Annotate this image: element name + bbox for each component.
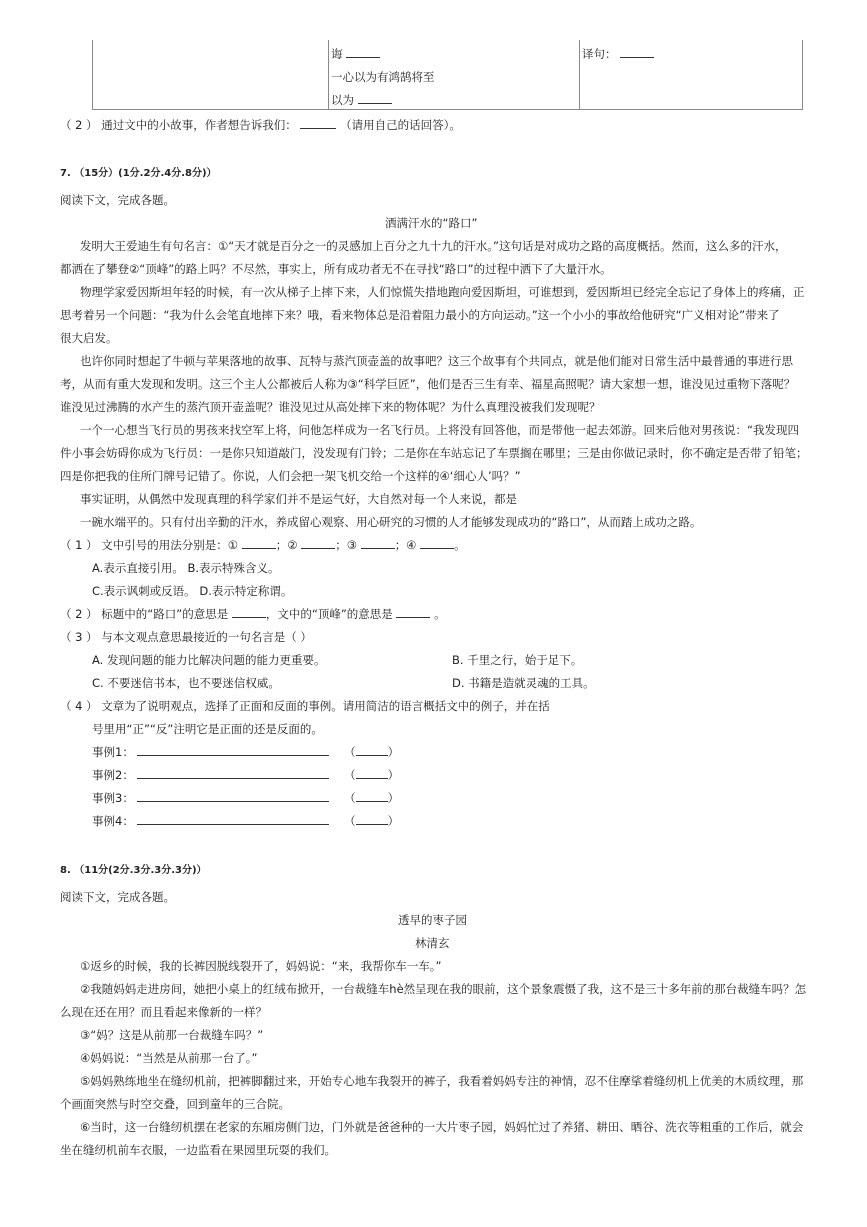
option-c[interactable]: C. 不要迷信书本，也不要迷信权威。 (92, 676, 280, 690)
passage-title: 洒满汗水的“路口” (385, 216, 478, 230)
example-label: 事例3： (92, 791, 134, 805)
question-text: （ 2 ） 通过文中的小故事，作者想告诉我们： (60, 118, 297, 132)
example-label: 事例4： (92, 814, 134, 828)
table-word: 诲 (331, 47, 343, 61)
paren: （ (344, 791, 356, 805)
question-8-header: 8. （11分(2分.3分.3分.3分)） (60, 865, 207, 876)
example-row (92, 767, 399, 783)
table-cell (331, 92, 392, 108)
question-7-1 (60, 537, 466, 553)
paren: ） (387, 745, 400, 759)
question-text: （ 2 ） 标题中的“路口”的意思是 (60, 607, 229, 621)
question-text: ，文中的“顶峰”的意思是 (265, 607, 393, 621)
answer-blank[interactable] (300, 118, 336, 129)
answer-line[interactable] (137, 791, 329, 802)
paren: （ (344, 814, 356, 828)
passage-line: 件小事会妨碍你成为飞行员：一是你只知道敲门，没发现有门铃；二是你在车站忘记了车票搁在哪里；三是由你做记录时，你不确定是否带了铅笔； (60, 446, 808, 460)
example-label: 事例2： (92, 768, 134, 782)
answer-blank[interactable] (356, 814, 388, 825)
option-a[interactable]: A. 发现问题的能力比解决问题的能力更重要。 (92, 653, 326, 667)
example-row (92, 744, 399, 760)
example-row (92, 813, 399, 829)
question-7-header: 7. （15分）(1分.2分.4分.8分)） (60, 168, 217, 179)
answer-blank[interactable] (232, 607, 266, 618)
passage-line: 都洒在了攀登②“顶峰”的路上吗？不尽然，事实上，所有成功者无不在寻找“路口”的过程中洒下了大量汗水。 (60, 262, 612, 276)
answer-blank[interactable] (301, 538, 335, 549)
answer-blank[interactable] (242, 538, 276, 549)
answer-blank[interactable] (356, 768, 388, 779)
passage-line: 坐在缝纫机前车衣服，一边监看在果园里玩耍的我们。 (60, 1143, 336, 1157)
passage-title: 透早的枣子园 (398, 913, 467, 927)
table-cell (582, 46, 654, 62)
table-word: 以为 (331, 93, 354, 107)
passage-line: ②我随妈妈走进房间，她把小桌上的红绒布掀开，一台裁缝车hè然呈现在我的眼前，这个景象震慑了我，这不是三十多年前的那台裁缝车吗？怎 (80, 982, 807, 996)
paren: ） (387, 814, 400, 828)
passage-line: ⑤妈妈熟练地坐在缝纫机前，把裤脚翻过来，开始专心地车我裂开的裤子，我看着妈妈专注的神情，忍不住摩挲着缝纫机上优美的木质纹理，那 (80, 1074, 804, 1088)
answer-blank[interactable] (356, 791, 388, 802)
answer-blank[interactable] (361, 538, 395, 549)
question-text: 。 (454, 538, 466, 552)
question-text: ；② (275, 538, 298, 552)
passage-line: 谁没见过沸腾的水产生的蒸汽顶开壶盖呢？谁没见过从高处摔下来的物体呢？为什么真理没被我们发现呢？ (60, 400, 601, 414)
option-line: C.表示讽刺或反语。 D.表示特定称谓。 (92, 584, 293, 598)
reading-instruction: 阅读下文，完成各题。 (60, 890, 175, 904)
question-7-4-cont: 号里用“正”“反”注明它是正面的还是反面的。 (92, 722, 323, 736)
passage-line: 么现在还在用？而且看起来像新的一样？ (60, 1005, 267, 1019)
example-label: 事例1： (92, 745, 134, 759)
option-line: A.表示直接引用。 B.表示特殊含义。 (92, 561, 280, 575)
example-row (92, 790, 399, 806)
table-cell (331, 69, 435, 85)
passage-author: 林清玄 (415, 936, 450, 950)
option-d[interactable]: D. 书籍是造就灵魂的工具。 (452, 676, 595, 690)
answer-blank[interactable] (356, 745, 388, 756)
question-text: ；④ (394, 538, 417, 552)
question-text: ；③ (335, 538, 358, 552)
answer-blank[interactable] (420, 538, 454, 549)
paren: ） (387, 791, 400, 805)
passage-line: 发明大王爱迪生有句名言：①“天才就是百分之一的灵感加上百分之九十九的汗水。”这句话是对成功之路的高度概括。然而，这么多的汗水， (80, 239, 787, 253)
paren: ） (387, 768, 400, 782)
passage-line: 四是你把我的住所门牌号记错了。你说，人们会把一架飞机交给一个这样的④‘细心人’吗？” (60, 469, 521, 483)
table-divider (328, 40, 329, 109)
passage-line: 个画面突然与时空交叠，回到童年的三合院。 (60, 1097, 290, 1111)
table-divider (579, 40, 580, 109)
passage-line: 很大启发。 (60, 331, 118, 345)
passage-line: ①返乡的时候，我的长裤因脱线裂开了，妈妈说：“来，我帮你车一车。” (80, 959, 442, 973)
answer-line[interactable] (137, 745, 329, 756)
passage-line: 也许你同时想起了牛顿与苹果落地的故事、瓦特与蒸汽顶壶盖的故事吧？这三个故事有个共同点，就是他们能对日常生活中最普通的事进行思 (80, 354, 793, 368)
passage-line: 一个一心想当飞行员的男孩来找空军上将，问他怎样成为一名飞行员。上将没有回答他，而是带他一起去郊游。回来后他对男孩说：“我发现四 (80, 423, 799, 437)
question-6-2 (60, 117, 461, 133)
passage-line: 思考着另一个问题：“我为什么会笔直地摔下来？哦，看来物体总是沿着阻力最小的方向运动。”这一个小小的事故给他研究“广义相对论”带来了 (60, 308, 780, 322)
table-cell (331, 46, 380, 62)
table-sentence: 一心以为有鸿鹄将至 (331, 70, 435, 84)
reading-instruction: 阅读下文，完成各题。 (60, 193, 175, 207)
passage-line: 考，从而有重大发现和发明。这三个主人公都被后人称为③“科学巨匠”，他们是否三生有幸、福星高照呢？请大家想一想，谁没见过重物下落呢？ (60, 377, 796, 391)
translation-label: 译句： (582, 47, 617, 61)
passage-line: ⑥当时，这一台缝纫机摆在老家的东厢房侧门边，门外就是爸爸种的一大片枣子园，妈妈忙过了养猪、耕田、晒谷、洗衣等粗重的工作后，就会 (80, 1120, 804, 1134)
question-7-2 (60, 606, 446, 622)
passage-line: 一碗水端平的。只有付出辛勤的汗水，养成留心观察、用心研究的习惯的人才能够发现成功的“路口”，从而踏上成功之路。 (80, 515, 702, 529)
answer-blank[interactable] (396, 607, 430, 618)
passage-line: ③“妈？这是从前那一台裁缝车吗？” (80, 1028, 264, 1042)
question-7-3: （ 3 ） 与本文观点意思最接近的一句名言是（ ） (60, 630, 312, 644)
paren: （ (344, 745, 356, 759)
paren: （ (344, 768, 356, 782)
answer-line[interactable] (137, 768, 329, 779)
question-text: 。 (434, 607, 446, 621)
passage-line: ④妈妈说：“当然是从前那一台了。” (80, 1051, 258, 1065)
passage-line: 物理学家爱因斯坦年轻的时候，有一次从梯子上摔下来，人们惊慌失措地跑向爱因斯坦，可谁想到，爱因斯坦已经完全忘记了身体上的疼痛，正 (80, 285, 805, 299)
option-b[interactable]: B. 千里之行，始于足下。 (452, 653, 583, 667)
passage-line: 事实证明，从偶然中发现真理的科学家们并不是运气好，大自然对每一个人来说，都是 (80, 492, 517, 506)
question-text: （ 1 ） 文中引号的用法分别是：① (60, 538, 239, 552)
answer-line[interactable] (137, 814, 329, 825)
question-7-4: （ 4 ） 文章为了说明观点，选择了正面和反面的事例。请用简洁的语言概括文中的例子，并在括 (60, 699, 550, 713)
question-text: （请用自己的话回答）。 (340, 118, 461, 132)
vocab-table (92, 40, 803, 110)
